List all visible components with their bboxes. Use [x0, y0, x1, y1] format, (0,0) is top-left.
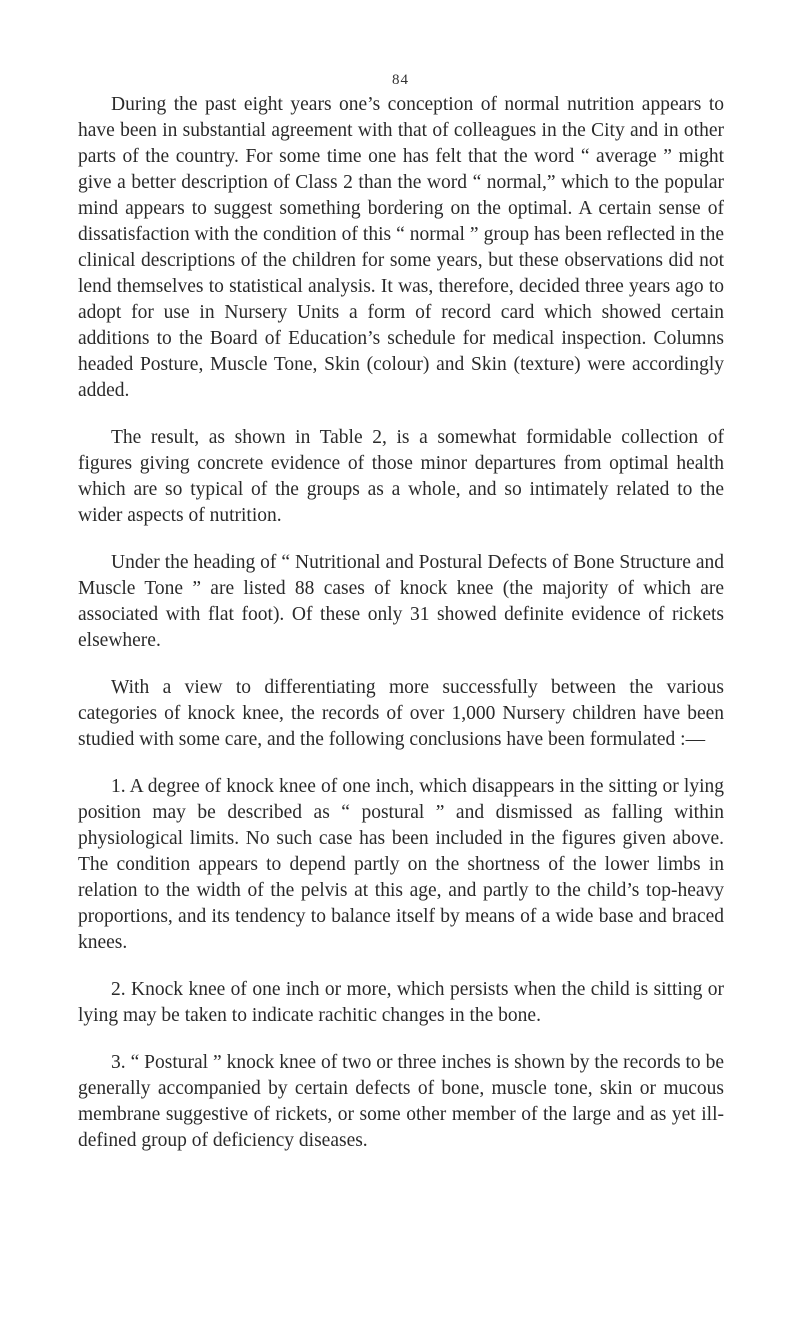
paragraph-table-result: The result, as shown in Table 2, is a somewhat formidable collection of figures giving concrete evidence of those minor departures from optimal health which are so typical of the groups as a whole, and so intimately related to the wider aspects of nutrition. [78, 427, 724, 526]
paragraph-conclusions-intro: With a view to differentiating more successfully between the various categories of knock knee, the records of over 1,000 Nursery children have been studied with some care, and the following conclusions have been formulated :— [78, 677, 724, 750]
paragraph-knock-knee-cases: Under the heading of “ Nutritional and Postural Defects of Bone Structure and Muscle Tone ” are listed 88 cases of knock knee (the majority of which are associated with flat foot). Of these only 31 showed definite evidence of rickets elsewhere. [78, 552, 724, 651]
conclusion-item-3: 3. “ Postural ” knock knee of two or three inches is shown by the records to be generally accompanied by certain defects of bone, muscle tone, skin or mucous membrane suggestive of rickets, or some other member of the large and as yet ill-defined group of deficiency diseases. [78, 1052, 724, 1151]
paragraph-normal-nutrition: During the past eight years one’s conception of normal nutrition appears to have been in substantial agreement with that of colleagues in the City and in other parts of the country. For some time one has felt that the word “ average ” might give a better description of Class 2 than the word “ normal,” which to the popular mind appears to suggest something bordering on the optimal. A certain sense of dissatisfaction with the condition of this “ normal ” group has been reflected in the clinical descriptions of the children for some years, but these observations did not lend themselves to statistical analysis. It was, therefore, decided three years ago to adopt for use in Nursery Units a form of record card which showed certain additions to the Board of Education’s schedule for medical inspection. Columns headed Posture, Muscle Tone, Skin (colour) and Skin (texture) were accordingly added. [78, 94, 724, 401]
conclusion-item-1: 1. A degree of knock knee of one inch, which disappears in the sitting or lying position may be described as “ postural ” and dismissed as falling within physiological limits. No such case has been included in the figures given above. The condition appears to depend partly on the shortness of the lower limbs in relation to the width of the pelvis at this age, and partly to the child’s top-heavy proportions, and its tendency to balance itself by means of a wide base and braced knees. [78, 776, 724, 953]
conclusion-item-2: 2. Knock knee of one inch or more, which persists when the child is sitting or lying may be taken to indicate rachitic changes in the bone. [78, 979, 724, 1026]
page-number: 84 [392, 72, 409, 88]
body-text [78, 92, 724, 1175]
